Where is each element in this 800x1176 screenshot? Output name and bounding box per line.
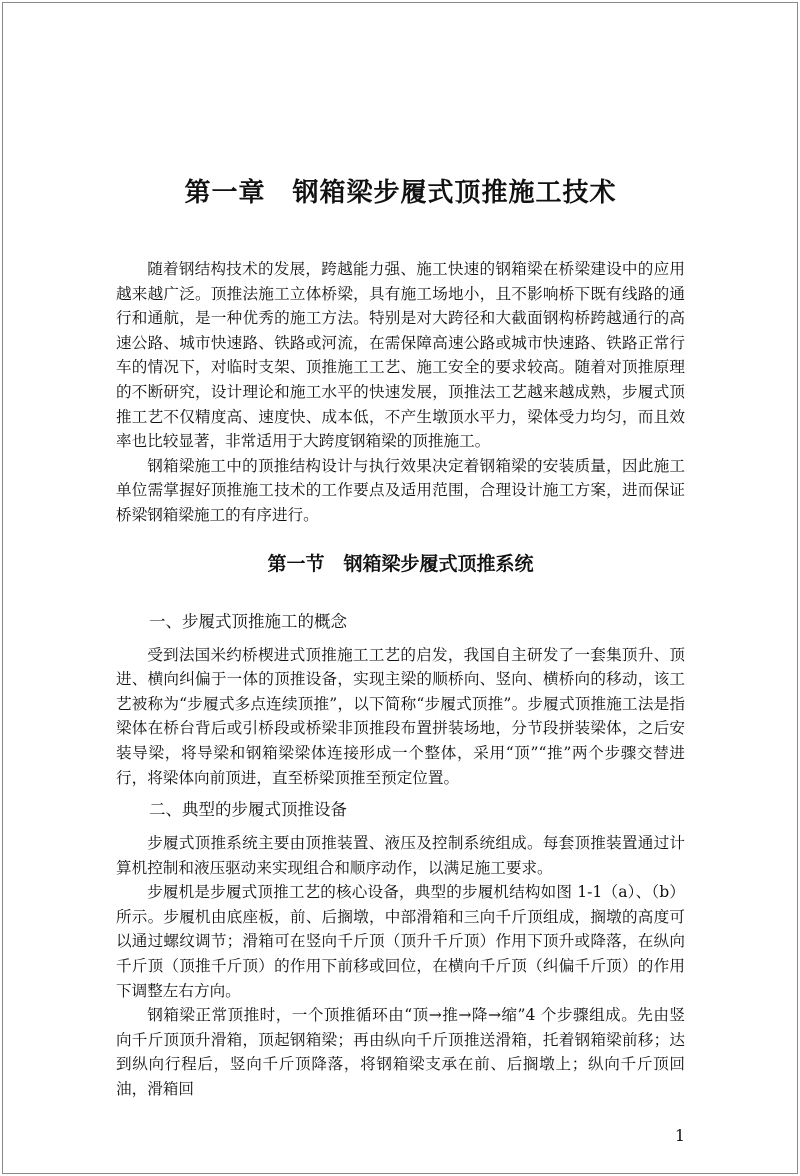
intro-paragraph: 随着钢结构技术的发展，跨越能力强、施工快速的钢箱梁在桥梁建设中的应用越来越广泛。顶推法施工立体桥梁，具有施工场地小，且不影响桥下既有线路的通行和通航，是一种优秀的施工方法。特别是对大跨径和大截面钢构桥跨越通行的高速公路、城市快速路、铁路或河流，在需保障高速公路或城市快速路、铁路正常行车的情况下，对临时支架、顶推施工工艺、施工安全的要求较高。随着对顶推原理的不断研究，设计理论和施工水平的快速发展，顶推法工艺越来越成熟，步履式顶推工艺不仅精度高、速度快、成本低，不产生墩顶水平力，梁体受力均匀，而且效率也比较显著，非常适用于大跨度钢箱梁的顶推施工。 (116, 260, 685, 451)
chapter-title: 第一章 钢箱梁步履式顶推施工技术 (184, 178, 617, 208)
subsection-heading: 二、典型的步履式顶推设备 (149, 800, 347, 820)
page-content (116, 0, 685, 1176)
body-paragraph: 步履机是步履式顶推工艺的核心设备，典型的步履机结构如图 1-1（a）、（b）所示。步履机由底座板，前、后搁墩，中部滑箱和三向千斤顶组成，搁墩的高度可以通过螺纹调节；滑箱可在竖向千斤顶（顶升千斤顶）作用下顶升或降落，在纵向千斤顶（顶推千斤顶）的作用下前移或回位，在横向千斤顶（纠偏千斤顶）的作用下调整左右方向。 (116, 883, 685, 1000)
subsection1-body (116, 643, 685, 791)
body-paragraph: 受到法国米约桥楔进式顶推施工工艺的启发，我国自主研发了一套集顶升、顶进、横向纠偏于一体的顶推设备，实现主梁的顺桥向、竖向、横桥向的移动，该工艺被称为“步履式多点连续顶推”，以下简称“步履式顶推”。步履式顶推施工法是指梁体在桥台背后或引桥段或桥梁非顶推段布置拼装场地，分节段拼装梁体，之后安装导梁，将导梁和钢箱梁梁体连接形成一个整体，采用“顶”“推”两个步骤交替进行，将梁体向前顶进，直至桥梁顶推至预定位置。 (116, 645, 685, 787)
section-title: 第一节 钢箱梁步履式顶推系统 (267, 552, 534, 575)
intro-section (116, 257, 685, 528)
subsection-heading: 一、步履式顶推施工的概念 (149, 611, 347, 631)
body-paragraph: 步履式顶推系统主要由顶推装置、液压及控制系统组成。每套顶推装置通过计算机控制和液压驱动来实现组合和顺序动作，以满足施工要求。 (116, 834, 685, 877)
body-paragraph: 钢箱梁正常顶推时，一个顶推循环由“顶→推→降→缩”4 个步骤组成。先由竖向千斤顶顶升滑箱，顶起钢箱梁；再由纵向千斤顶推送滑箱，托着钢箱梁前移；达到纵向行程后，竖向千斤顶降落，将钢箱梁支承在前、后搁墩上；纵向千斤顶回油，滑箱回 (116, 1006, 685, 1099)
subsection2-body (116, 831, 685, 1102)
intro-paragraph: 钢箱梁施工中的顶推结构设计与执行效果决定着钢箱梁的安装质量，因此施工单位需掌握好顶推施工技术的工作要点及适用范围，合理设计施工方案，进而保证桥梁钢箱梁施工的有序进行。 (116, 456, 685, 524)
page-number: 1 (674, 1125, 685, 1145)
